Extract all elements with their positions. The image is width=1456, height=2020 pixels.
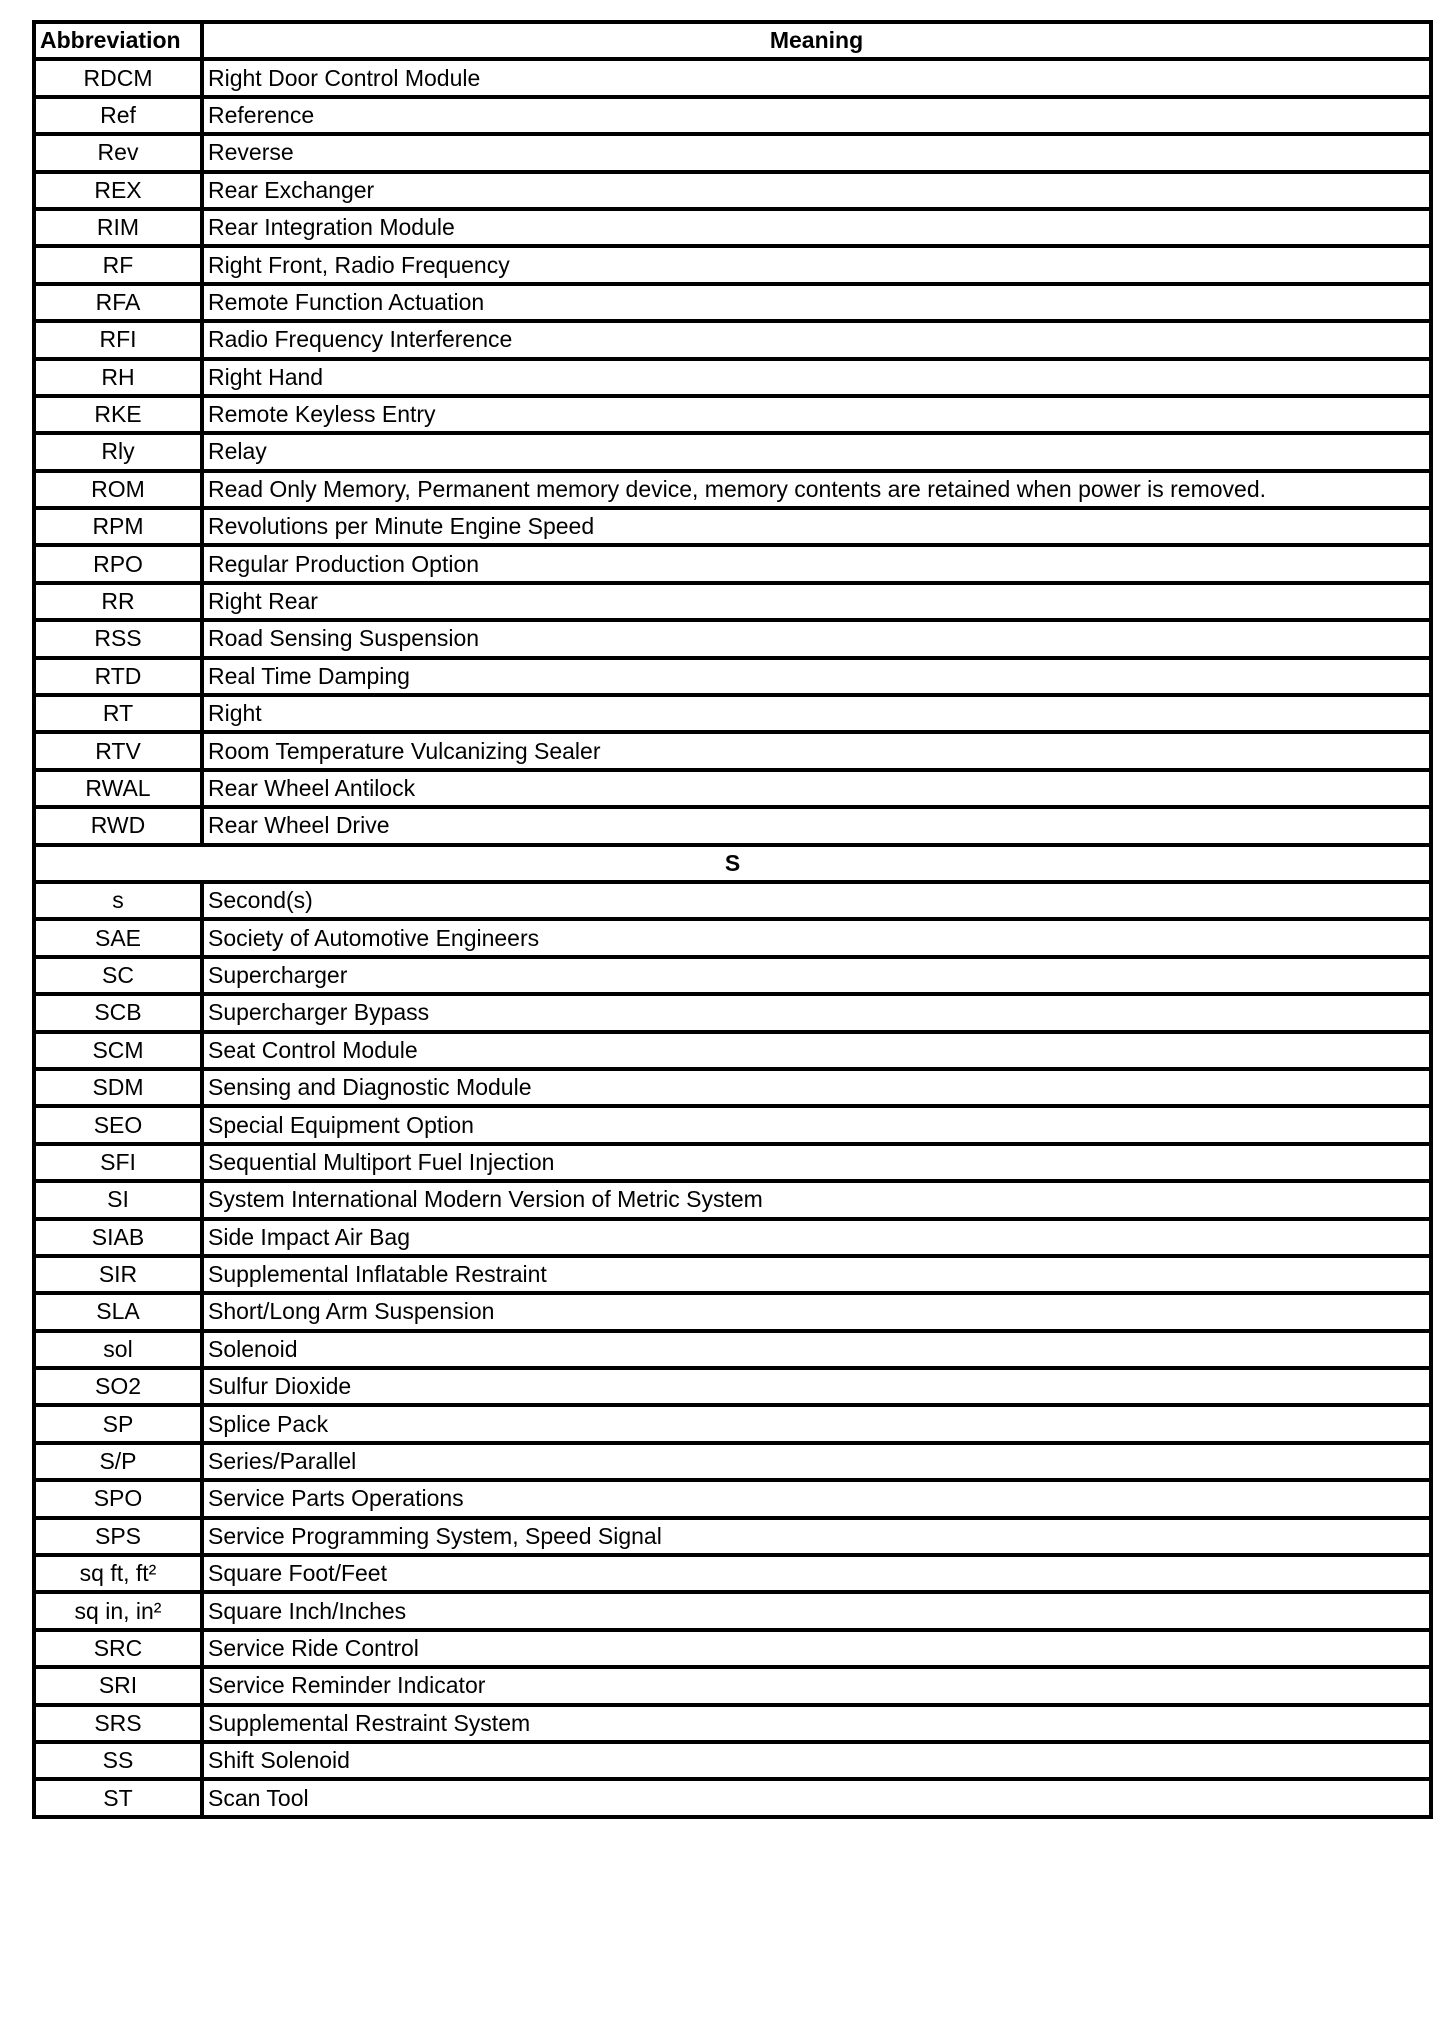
abbreviation-cell: RPO — [34, 545, 202, 582]
meaning-cell: Right Door Control Module — [202, 59, 1431, 96]
table-row — [34, 59, 1431, 96]
table-row — [34, 1705, 1431, 1742]
table-body — [34, 59, 1431, 1816]
meaning-cell: Right — [202, 695, 1431, 732]
meaning-cell: Special Equipment Option — [202, 1106, 1431, 1143]
meaning-cell: Road Sensing Suspension — [202, 620, 1431, 657]
abbreviation-cell: SRI — [34, 1667, 202, 1704]
table-row — [34, 1032, 1431, 1069]
abbreviation-cell: RDCM — [34, 59, 202, 96]
abbreviation-cell: RR — [34, 583, 202, 620]
table-row — [34, 1480, 1431, 1517]
meaning-cell: Rear Wheel Antilock — [202, 770, 1431, 807]
abbreviation-cell: SC — [34, 957, 202, 994]
meaning-cell: Supplemental Inflatable Restraint — [202, 1256, 1431, 1293]
table-row — [34, 359, 1431, 396]
table-row — [34, 1144, 1431, 1181]
abbreviation-sheet — [32, 20, 1429, 1819]
table-row — [34, 994, 1431, 1031]
abbreviation-cell: SCB — [34, 994, 202, 1031]
meaning-cell: Right Rear — [202, 583, 1431, 620]
meaning-cell: Rear Exchanger — [202, 172, 1431, 209]
meaning-cell: Right Hand — [202, 359, 1431, 396]
meaning-cell: Reverse — [202, 134, 1431, 171]
meaning-cell: Remote Keyless Entry — [202, 396, 1431, 433]
abbreviation-cell: sq in, in² — [34, 1592, 202, 1629]
abbreviation-cell: Rly — [34, 433, 202, 470]
abbreviation-cell: S/P — [34, 1443, 202, 1480]
abbreviation-cell: RKE — [34, 396, 202, 433]
meaning-cell: Revolutions per Minute Engine Speed — [202, 508, 1431, 545]
table-row — [34, 882, 1431, 919]
abbreviation-cell: RPM — [34, 508, 202, 545]
abbreviation-cell: SPO — [34, 1480, 202, 1517]
meaning-cell: Seat Control Module — [202, 1032, 1431, 1069]
header-abbreviation: Abbreviation — [34, 22, 202, 59]
abbreviation-cell: SEO — [34, 1106, 202, 1143]
meaning-cell: Service Ride Control — [202, 1630, 1431, 1667]
table-row — [34, 658, 1431, 695]
table-row — [34, 1405, 1431, 1442]
table-row — [34, 545, 1431, 582]
meaning-cell: Reference — [202, 97, 1431, 134]
meaning-cell: Square Foot/Feet — [202, 1555, 1431, 1592]
table-row — [34, 284, 1431, 321]
abbreviation-cell: s — [34, 882, 202, 919]
abbreviation-cell: RFI — [34, 321, 202, 358]
table-row — [34, 1069, 1431, 1106]
meaning-cell: Service Programming System, Speed Signal — [202, 1518, 1431, 1555]
meaning-cell: Supercharger Bypass — [202, 994, 1431, 1031]
abbreviation-cell: Ref — [34, 97, 202, 134]
meaning-cell: Sensing and Diagnostic Module — [202, 1069, 1431, 1106]
meaning-cell: Side Impact Air Bag — [202, 1219, 1431, 1256]
table-row — [34, 508, 1431, 545]
abbreviation-cell: RSS — [34, 620, 202, 657]
table-row — [34, 1555, 1431, 1592]
table-row — [34, 134, 1431, 171]
table-row — [34, 919, 1431, 956]
abbreviation-table — [32, 20, 1433, 1819]
table-row — [34, 321, 1431, 358]
table-row — [34, 172, 1431, 209]
header-row — [34, 22, 1431, 59]
meaning-cell: Shift Solenoid — [202, 1742, 1431, 1779]
meaning-cell: Remote Function Actuation — [202, 284, 1431, 321]
table-row — [34, 396, 1431, 433]
meaning-cell: Supercharger — [202, 957, 1431, 994]
table-row — [34, 97, 1431, 134]
abbreviation-cell: SS — [34, 1742, 202, 1779]
abbreviation-cell: sol — [34, 1331, 202, 1368]
meaning-cell: Society of Automotive Engineers — [202, 919, 1431, 956]
table-row — [34, 1443, 1431, 1480]
meaning-cell: Room Temperature Vulcanizing Sealer — [202, 732, 1431, 769]
table-row — [34, 1779, 1431, 1816]
meaning-cell: Rear Integration Module — [202, 209, 1431, 246]
table-row — [34, 246, 1431, 283]
table-row — [34, 1256, 1431, 1293]
table-row — [34, 433, 1431, 470]
meaning-cell: System International Modern Version of Metric System — [202, 1181, 1431, 1218]
abbreviation-cell: RIM — [34, 209, 202, 246]
table-row — [34, 770, 1431, 807]
abbreviation-cell: RFA — [34, 284, 202, 321]
table-row — [34, 471, 1431, 508]
table-row — [34, 1181, 1431, 1218]
abbreviation-cell: SIAB — [34, 1219, 202, 1256]
abbreviation-cell: SAE — [34, 919, 202, 956]
abbreviation-cell: REX — [34, 172, 202, 209]
table-row — [34, 695, 1431, 732]
section-row — [34, 845, 1431, 882]
abbreviation-cell: RWD — [34, 807, 202, 844]
abbreviation-cell: SIR — [34, 1256, 202, 1293]
meaning-cell: Regular Production Option — [202, 545, 1431, 582]
meaning-cell: Square Inch/Inches — [202, 1592, 1431, 1629]
table-row — [34, 1667, 1431, 1704]
table-row — [34, 807, 1431, 844]
abbreviation-cell: RH — [34, 359, 202, 396]
table-row — [34, 732, 1431, 769]
header-meaning: Meaning — [202, 22, 1431, 59]
table-row — [34, 1293, 1431, 1330]
abbreviation-cell: SDM — [34, 1069, 202, 1106]
meaning-cell: Rear Wheel Drive — [202, 807, 1431, 844]
meaning-cell: Second(s) — [202, 882, 1431, 919]
table-row — [34, 957, 1431, 994]
table-row — [34, 620, 1431, 657]
meaning-cell: Scan Tool — [202, 1779, 1431, 1816]
table-row — [34, 209, 1431, 246]
meaning-cell: Supplemental Restraint System — [202, 1705, 1431, 1742]
table-row — [34, 1592, 1431, 1629]
table-row — [34, 1518, 1431, 1555]
table-row — [34, 1219, 1431, 1256]
meaning-cell: Service Parts Operations — [202, 1480, 1431, 1517]
abbreviation-cell: SRS — [34, 1705, 202, 1742]
table-row — [34, 1630, 1431, 1667]
table-row — [34, 1368, 1431, 1405]
abbreviation-cell: SI — [34, 1181, 202, 1218]
abbreviation-cell: RTV — [34, 732, 202, 769]
abbreviation-cell: RT — [34, 695, 202, 732]
abbreviation-cell: sq ft, ft² — [34, 1555, 202, 1592]
meaning-cell: Right Front, Radio Frequency — [202, 246, 1431, 283]
table-row — [34, 583, 1431, 620]
meaning-cell: Sulfur Dioxide — [202, 1368, 1431, 1405]
table-row — [34, 1742, 1431, 1779]
meaning-cell: Sequential Multiport Fuel Injection — [202, 1144, 1431, 1181]
abbreviation-cell: ST — [34, 1779, 202, 1816]
meaning-cell: Read Only Memory, Permanent memory device, memory contents are retained when power is removed. — [202, 471, 1431, 508]
meaning-cell: Splice Pack — [202, 1405, 1431, 1442]
abbreviation-cell: Rev — [34, 134, 202, 171]
abbreviation-cell: RF — [34, 246, 202, 283]
section-heading: S — [34, 845, 1431, 882]
meaning-cell: Solenoid — [202, 1331, 1431, 1368]
abbreviation-cell: SP — [34, 1405, 202, 1442]
meaning-cell: Series/Parallel — [202, 1443, 1431, 1480]
table-header — [34, 22, 1431, 59]
abbreviation-cell: RWAL — [34, 770, 202, 807]
abbreviation-cell: SO2 — [34, 1368, 202, 1405]
abbreviation-cell: ROM — [34, 471, 202, 508]
table-row — [34, 1331, 1431, 1368]
meaning-cell: Relay — [202, 433, 1431, 470]
meaning-cell: Radio Frequency Interference — [202, 321, 1431, 358]
meaning-cell: Service Reminder Indicator — [202, 1667, 1431, 1704]
meaning-cell: Real Time Damping — [202, 658, 1431, 695]
abbreviation-cell: RTD — [34, 658, 202, 695]
abbreviation-cell: SCM — [34, 1032, 202, 1069]
abbreviation-cell: SLA — [34, 1293, 202, 1330]
meaning-cell: Short/Long Arm Suspension — [202, 1293, 1431, 1330]
abbreviation-cell: SRC — [34, 1630, 202, 1667]
abbreviation-cell: SPS — [34, 1518, 202, 1555]
abbreviation-cell: SFI — [34, 1144, 202, 1181]
table-row — [34, 1106, 1431, 1143]
